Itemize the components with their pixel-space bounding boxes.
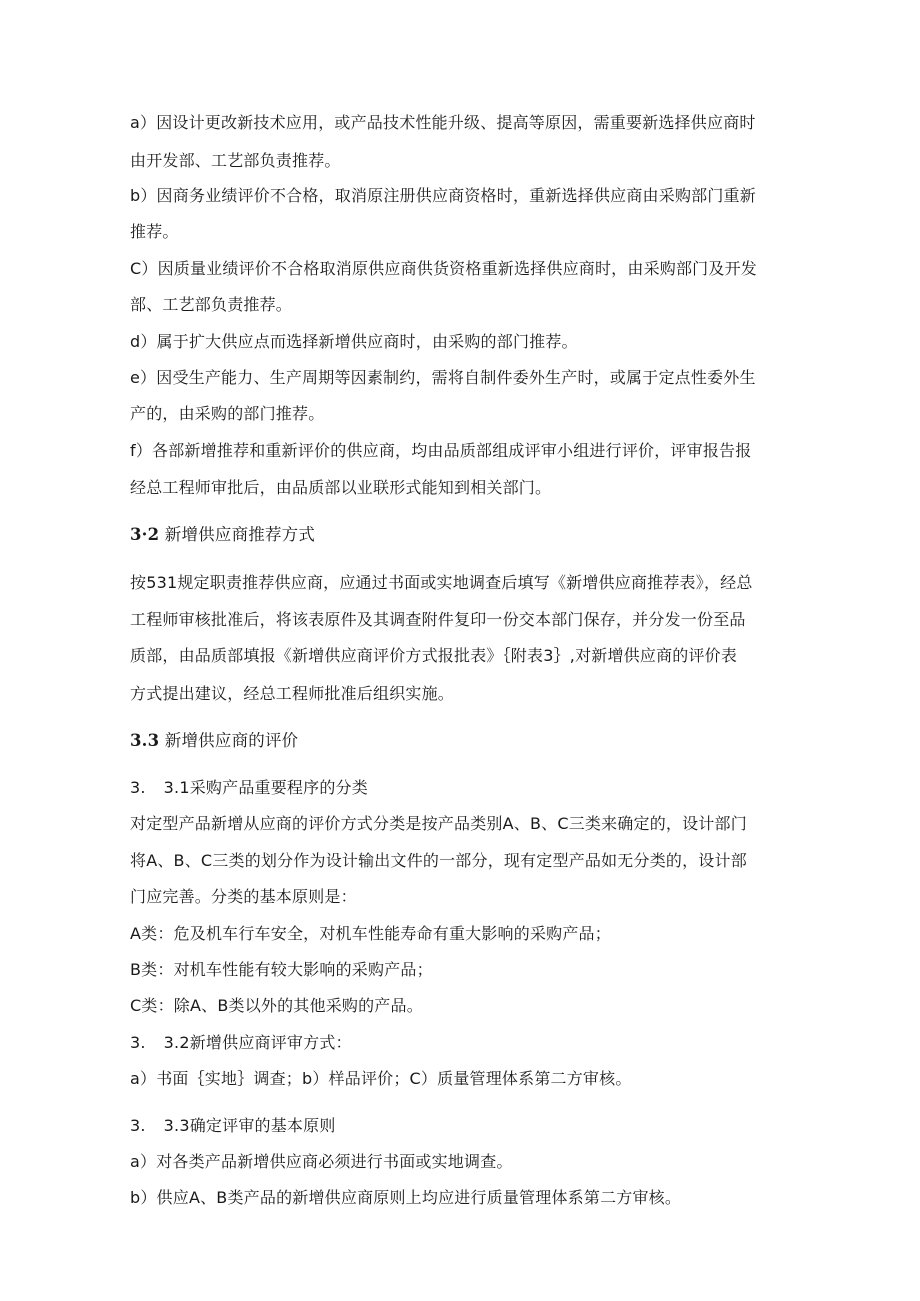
paragraph-line: B类：对机车性能有较大影响的采购产品；: [130, 960, 433, 979]
paragraph-line: a）对各类产品新增供应商必须进行书面或实地调查。: [130, 1152, 513, 1171]
subsection-title: 3.1采购产品重要程序的分类: [163, 778, 368, 797]
paragraph-line: 由开发部、工艺部负责推荐。: [130, 151, 341, 170]
paragraph-line: e）因受生产能力、生产周期等因素制约，需将自制件委外生产时，或属于定点性委外生: [130, 368, 756, 387]
paragraph-line: 方式提出建议，经总工程师批准后组织实施。: [130, 684, 455, 703]
paragraph-line: b）供应A、B类产品的新增供应商原则上均应进行质量管理体系第二方审核。: [130, 1188, 682, 1207]
section-number: 3·2: [130, 525, 160, 544]
paragraph-line: f）各部新增推荐和重新评价的供应商，均由品质部组成评审小组进行评价，评审报告报: [130, 441, 752, 460]
paragraph-line: d）属于扩大供应点而选择新增供应商时，由采购的部门推荐。: [130, 332, 578, 351]
section-heading-3-2: [130, 525, 810, 545]
subsection-title: 3.3确定评审的基本原则: [163, 1116, 336, 1135]
subsection-number: 3.: [130, 1033, 146, 1052]
paragraph-line: C）因质量业绩评价不合格取消原供应商供货资格重新选择供应商时，由采购部门及开发: [130, 259, 757, 278]
paragraph-line: 工程师审核批准后，将该表原件及其调查附件复印一份交本部门保存，并分发一份至品: [130, 610, 746, 629]
paragraph-line: 质部，由品质部填报《新增供应商评价方式报批表》｛附表3｝,对新增供应商的评价表: [130, 646, 738, 665]
section-number: 3.3: [130, 731, 160, 750]
subsection-number: 3.: [130, 778, 146, 797]
subsection-title: 3.2新增供应商评审方式：: [163, 1033, 352, 1052]
paragraph-line: 按531规定职责推荐供应商，应通过书面或实地调查后填写《新增供应商推荐表》，经总: [130, 573, 753, 592]
subsection-heading-3-3-1: [130, 778, 810, 798]
section-title: 新增供应商的评价: [164, 731, 299, 750]
paragraph-line: a）书面｛实地｝调查；b）样品评价；C）质量管理体系第二方审核。: [130, 1069, 632, 1088]
subsection-heading-3-3-2: [130, 1033, 810, 1053]
paragraph-line: 对定型产品新增从应商的评价方式分类是按产品类别A、B、C三类来确定的，设计部门: [130, 814, 747, 833]
paragraph-line: C类：除A、B类以外的其他采购的产品。: [130, 996, 423, 1015]
section-title: 新增供应商推荐方式: [164, 525, 316, 544]
subsection-number: 3.: [130, 1116, 146, 1135]
section-heading-3-3: [130, 731, 810, 751]
paragraph-line: b）因商务业绩评价不合格，取消原注册供应商资格时，重新选择供应商由采购部门重新: [130, 186, 756, 205]
paragraph-line: 产的，由采购的部门推荐。: [130, 404, 325, 423]
paragraph-line: 经总工程师审批后，由品质部以业联形式能知到相关部门。: [130, 478, 552, 497]
paragraph-line: A类：危及机车行车安全，对机车性能寿命有重大影响的采购产品；: [130, 924, 611, 943]
paragraph-line: 门应完善。分类的基本原则是：: [130, 887, 357, 906]
paragraph-line: 将A、B、C三类的划分作为设计输出文件的一部分，现有定型产品如无分类的，设计部: [130, 851, 747, 870]
paragraph-line: 部、工艺部负责推荐。: [130, 295, 293, 314]
paragraph-line: 推荐。: [130, 222, 179, 241]
subsection-heading-3-3-3: [130, 1116, 810, 1136]
paragraph-line: a）因设计更改新技术应用，或产品技术性能升级、提高等原因，需重要新选择供应商时: [130, 113, 756, 132]
